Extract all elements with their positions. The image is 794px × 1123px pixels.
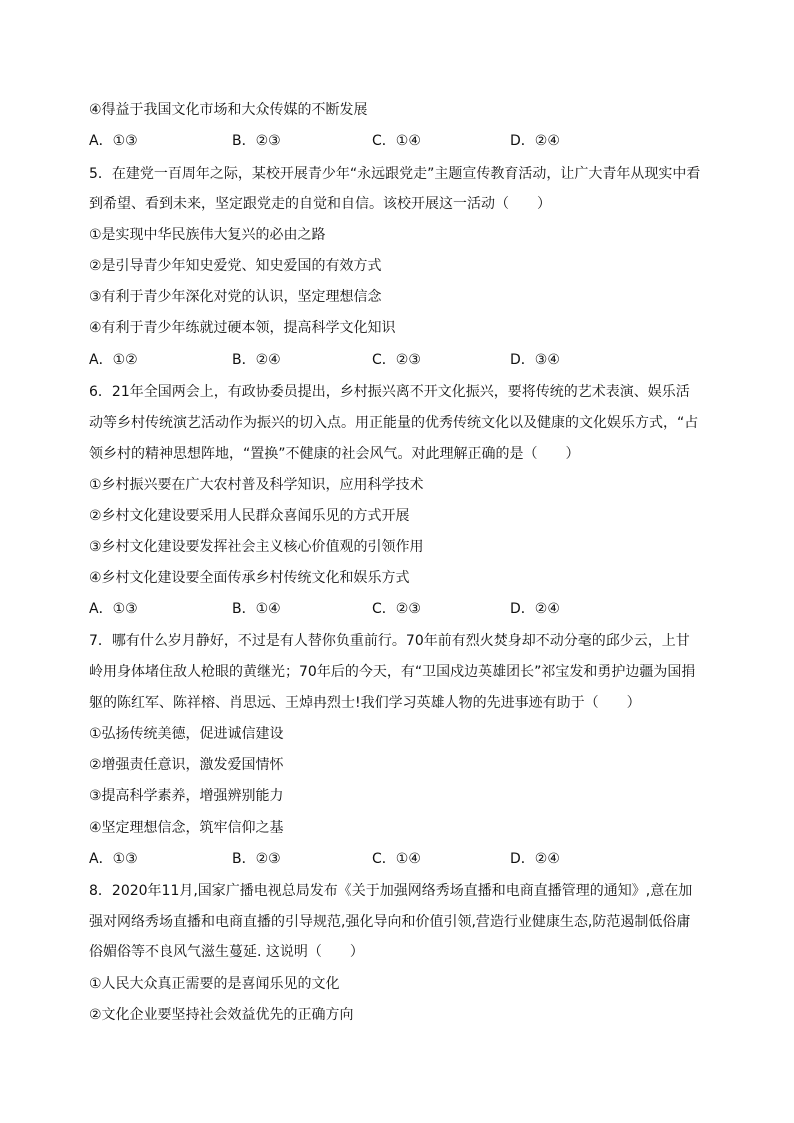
q5-options (89, 350, 709, 370)
q7-options (89, 849, 709, 869)
q7-statement-3: ③提高科学素养，增强辨别能力 (89, 788, 284, 804)
q5-statement-3: ③有利于青少年深化对党的认识，坚定理想信念 (89, 289, 382, 305)
q7-option-a: A．①③ (89, 851, 138, 867)
q6-option-c: C．②③ (372, 601, 421, 617)
q5-statement-4: ④有利于青少年练就过硬本领，提高科学文化知识 (89, 320, 396, 336)
q7-statement-4: ④坚定理想信念，筑牢信仰之基 (89, 820, 284, 836)
q7-statement-1: ①弘扬传统美德，促进诚信建设 (89, 726, 284, 742)
q4-option-c: C．①④ (372, 133, 421, 149)
q6-stem-line-1: 6．21年全国两会上，有政协委员提出，乡村振兴离不开文化振兴，要将传统的艺术表演、娱乐活 (89, 384, 690, 400)
q6-stem-line-3: 领乡村的精神思想阵地，“置换”不健康的社会风气。对此理解正确的是（ ） (89, 446, 580, 462)
q8-stem-line-2: 强对网络秀场直播和电商直播的引导规范,强化导向和价值引领,营造行业健康生态,防范遏制低俗庸 (89, 914, 691, 930)
q4-option-d: D．②④ (510, 133, 560, 149)
q6-stem-line-2: 动等乡村传统演艺活动作为振兴的切入点。用正能量的优秀传统文化以及健康的文化娱乐方式，“占 (89, 415, 699, 431)
q7-stem-line-2: 岭用身体堵住敌人枪眼的黄继光；70年后的今天，有“卫国戍边英雄团长”祁宝发和勇护边疆为国捐 (89, 664, 696, 680)
q5-stem-line-1: 5．在建党一百周年之际，某校开展青少年“永远跟党走”主题宣传教育活动，让广大青年从现实中看 (89, 166, 701, 182)
q6-option-b: B．①④ (232, 601, 281, 617)
q8-statement-1: ①人民大众真正需要的是喜闻乐见的文化 (89, 976, 340, 992)
q7-option-d: D．②④ (510, 851, 560, 867)
q5-statement-1: ①是实现中华民族伟大复兴的必由之路 (89, 227, 326, 243)
q7-stem-line-3: 躯的陈红军、陈祥榕、肖思远、王焯冉烈士!我们学习英雄人物的先进事迹有助于（ ） (89, 695, 641, 711)
q6-statement-4: ④乡村文化建设要全面传承乡村传统文化和娱乐方式 (89, 570, 410, 586)
q4-option-b: B．②③ (232, 133, 281, 149)
q4-options (89, 131, 709, 151)
q7-statement-2: ②增强责任意识，激发爱国情怀 (89, 757, 284, 773)
q5-option-c: C．②③ (372, 352, 421, 368)
q8-statement-2: ②文化企业要坚持社会效益优先的正确方向 (89, 1007, 354, 1023)
q4-option-a: A．①③ (89, 133, 138, 149)
q6-statement-1: ①乡村振兴要在广大农村普及科学知识，应用科学技术 (89, 477, 424, 493)
q8-stem-line-1: 8．2020年11月,国家广播电视总局发布《关于加强网络秀场直播和电商直播管理的通知》,意在加 (89, 883, 693, 899)
q5-option-d: D．③④ (510, 352, 560, 368)
q8-stem-line-3: 俗媚俗等不良风气滋生蔓延. 这说明（ ） (89, 944, 364, 960)
q4-statement-4: ④得益于我国文化市场和大众传媒的不断发展 (89, 102, 368, 118)
q7-option-c: C．①④ (372, 851, 421, 867)
q6-options (89, 599, 709, 619)
q5-option-a: A．①② (89, 352, 138, 368)
q6-statement-3: ③乡村文化建设要发挥社会主义核心价值观的引领作用 (89, 539, 424, 555)
q6-option-a: A．①③ (89, 601, 138, 617)
q5-option-b: B．②④ (232, 352, 281, 368)
q5-stem-line-2: 到希望、看到未来，坚定跟党走的自觉和自信。该校开展这一活动（ ） (89, 196, 551, 212)
q7-stem-line-1: 7．哪有什么岁月静好，不过是有人替你负重前行。70年前有烈火焚身却不动分毫的邱少云，上甘 (89, 633, 690, 649)
q6-statement-2: ②乡村文化建设要采用人民群众喜闻乐见的方式开展 (89, 508, 410, 524)
q5-statement-2: ②是引导青少年知史爱党、知史爱国的有效方式 (89, 258, 382, 274)
q6-option-d: D．②④ (510, 601, 560, 617)
q7-option-b: B．②③ (232, 851, 281, 867)
